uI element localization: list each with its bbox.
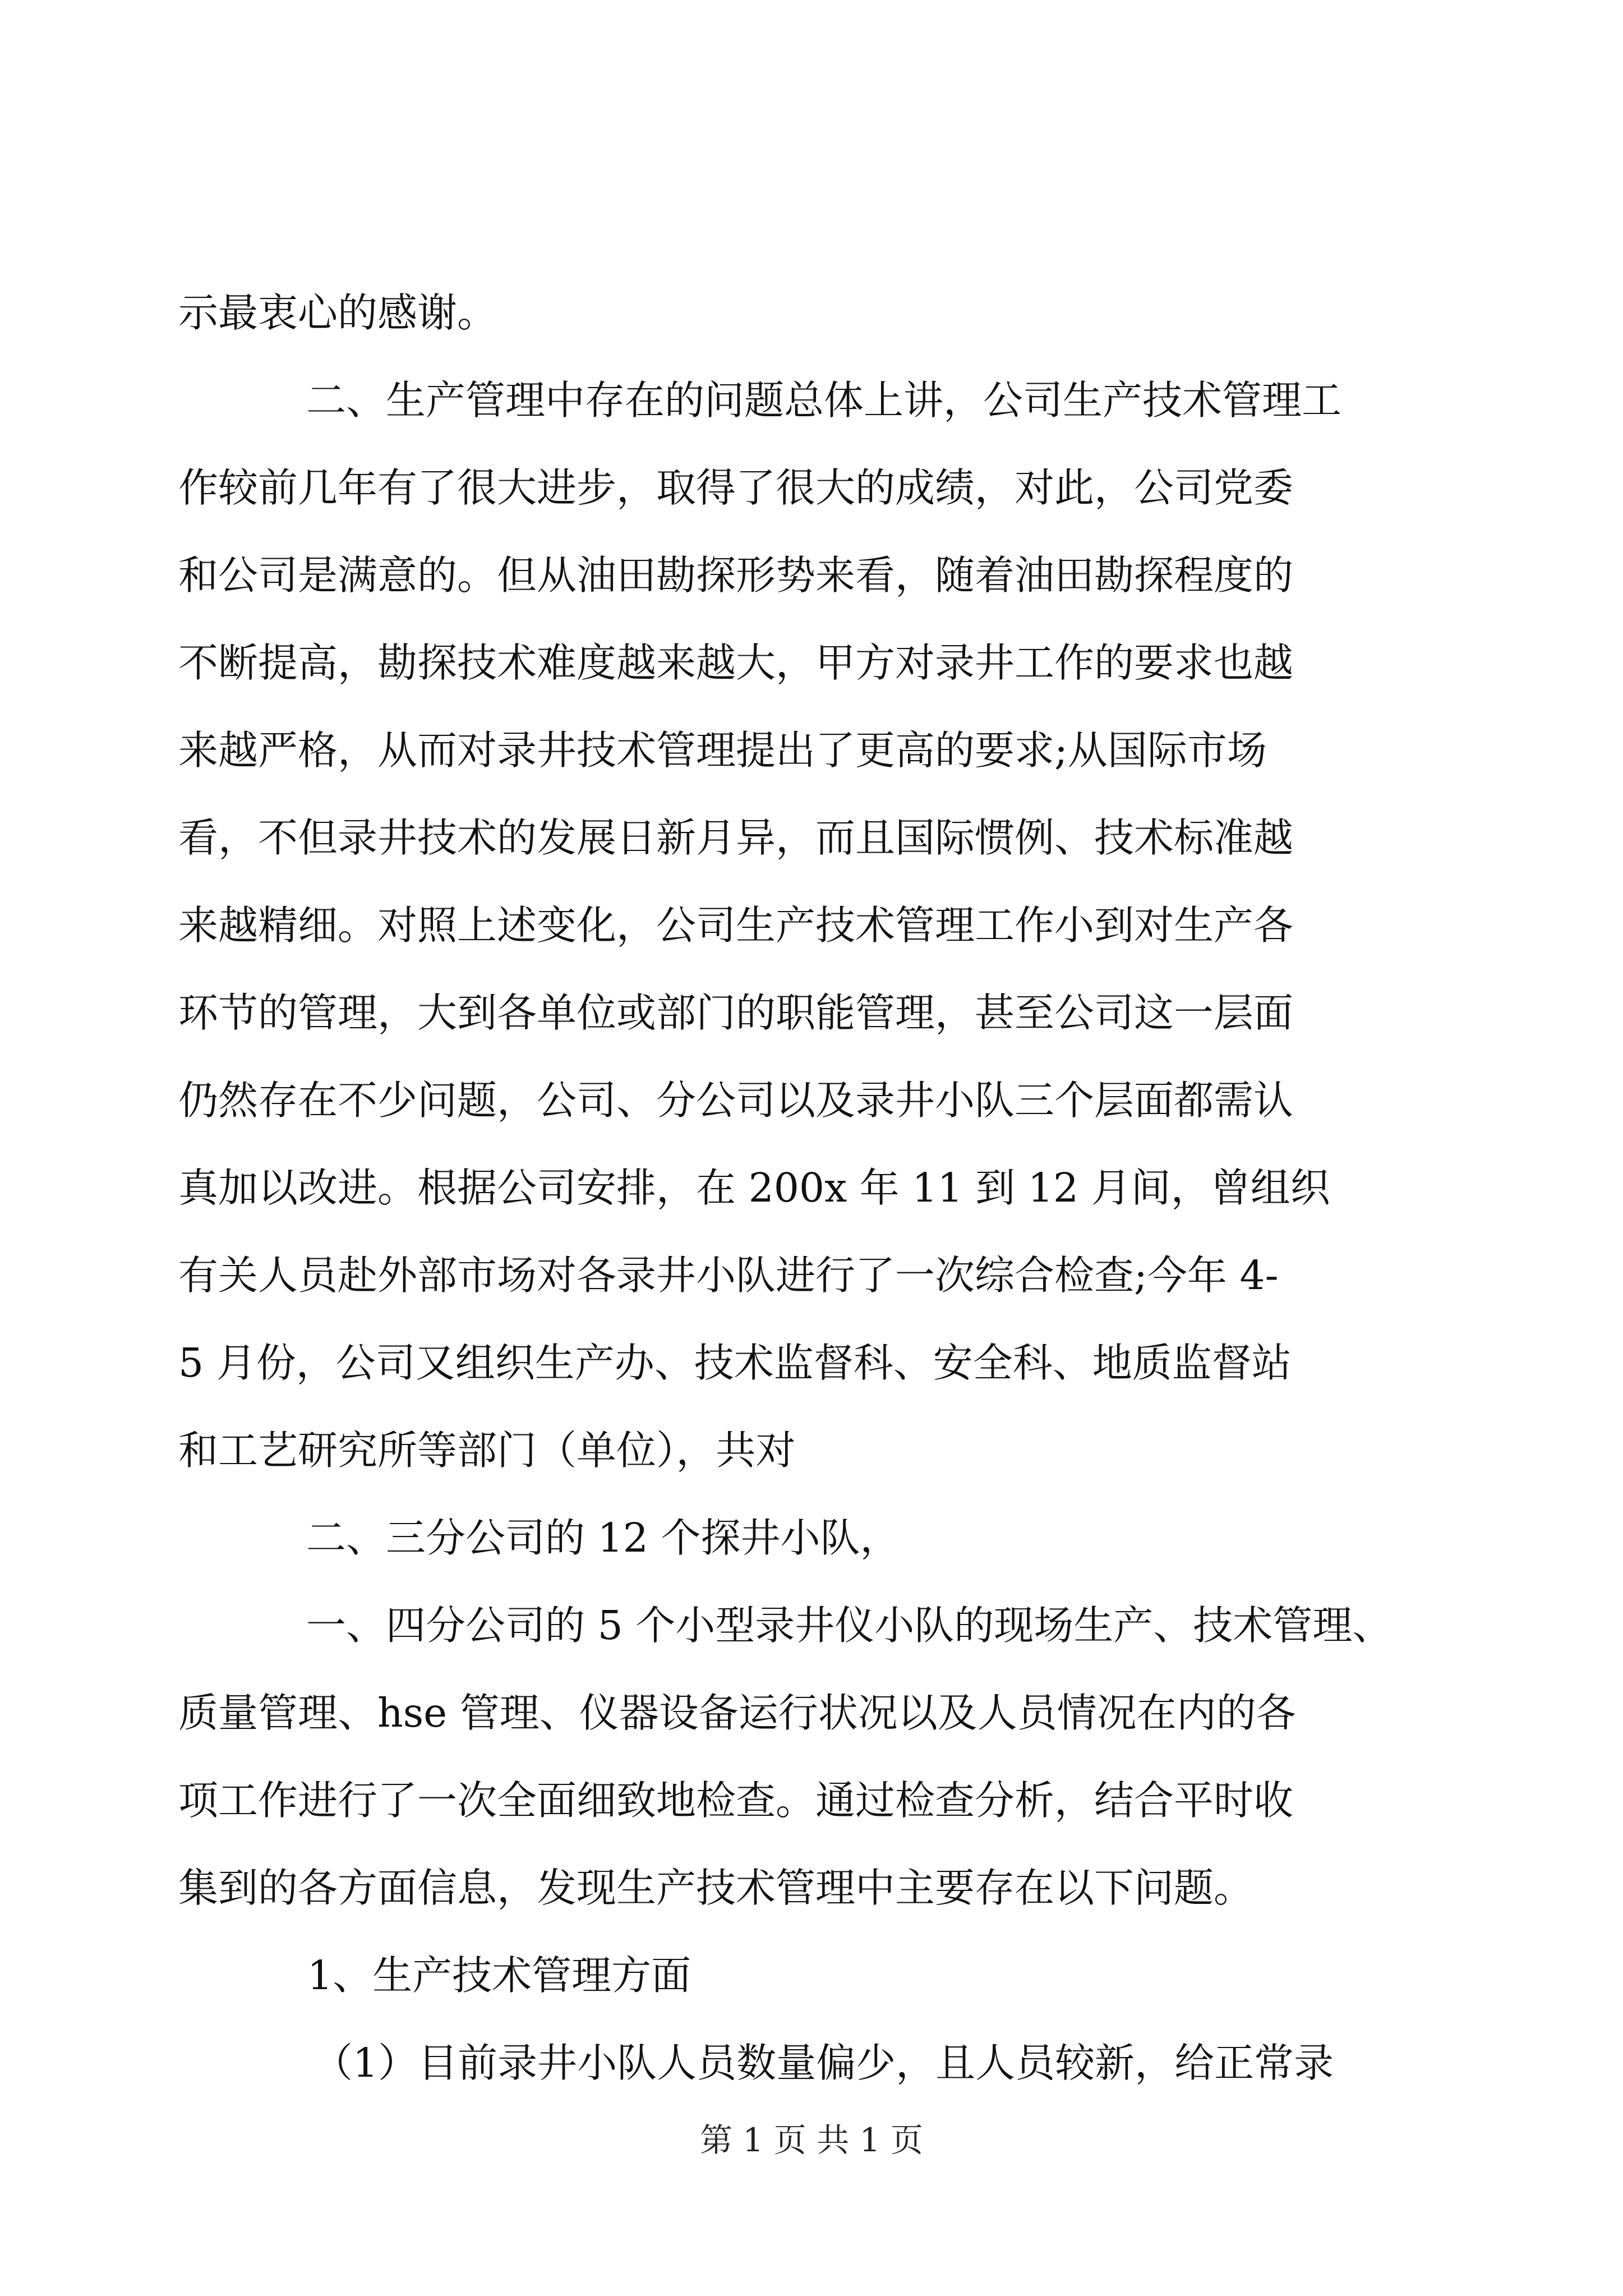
text-line: 来越严格，从而对录井技术管理提出了更高的要求;从国际市场 [178,727,1267,774]
text-line: 质量管理、hse 管理、仪器设备运行状况以及人员情况在内的各 [178,1690,1296,1736]
text-line: 真加以改进。根据公司安排，在 200x 年 11 到 12 月间，曾组织 [178,1165,1330,1211]
text-line: 二、三分公司的 12 个探井小队， [306,1515,900,1561]
text-line: 作较前几年有了很大进步，取得了很大的成绩，对此，公司党委 [178,464,1294,511]
text-line: 一、四分公司的 5 个小型录井仪小队的现场生产、技术管理、 [306,1602,1393,1649]
text-line: 二、生产管理中存在的问题总体上讲，公司生产技术管理工 [306,377,1342,424]
text-line: 和公司是满意的。但从油田勘探形势来看，随着油田勘探程度的 [178,552,1294,599]
text-line: 项工作进行了一次全面细致地检查。通过检查分析，结合平时收 [178,1777,1294,1824]
page-footer: 第 1 页 共 1 页 [700,2121,923,2159]
text-line: 来越精细。对照上述变化，公司生产技术管理工作小到对生产各 [178,902,1294,949]
text-line: 看，不但录井技术的发展日新月异，而且国际惯例、技术标准越 [178,815,1294,861]
text-line: 有关人员赴外部市场对各录井小队进行了一次综合检查;今年 4- [178,1252,1279,1299]
text-line: 不断提高，勘探技术难度越来越大，甲方对录井工作的要求也越 [178,639,1294,686]
text-line: 示最衷心的感谢。 [178,289,497,336]
section-heading: 1、生产技术管理方面 [307,1952,691,1999]
document-body [178,269,1451,2107]
text-line: 环节的管理，大到各单位或部门的职能管理，甚至公司这一层面 [178,990,1294,1036]
text-line: 5 月份，公司又组织生产办、技术监督科、安全科、地质监督站 [178,1340,1292,1386]
text-line: 仍然存在不少问题，公司、分公司以及录井小队三个层面都需认 [178,1077,1294,1124]
text-line: （1）目前录井小队人员数量偏少，且人员较新，给正常录 [313,2040,1334,2086]
text-line: 集到的各方面信息，发现生产技术管理中主要存在以下问题。 [178,1865,1254,1911]
text-line: 和工艺研究所等部门（单位），共对 [178,1427,796,1474]
